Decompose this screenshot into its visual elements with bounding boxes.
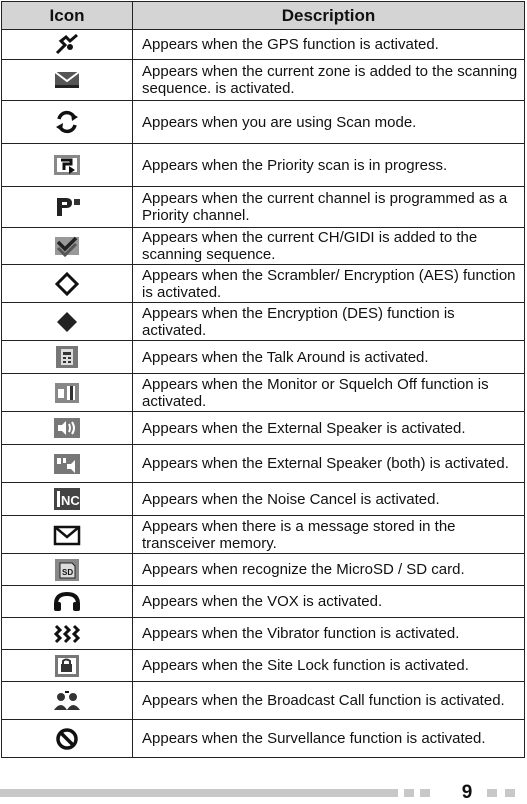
- footer-square: [404, 789, 414, 797]
- table-row: [2, 682, 525, 720]
- table-row-description: Appears when the Broadcast Call function is activated.: [133, 682, 525, 720]
- table-row: [2, 483, 525, 516]
- table-row: [2, 265, 525, 303]
- footer-square: [487, 789, 497, 797]
- icon-table: [1, 1, 525, 758]
- noise-cancel-icon: [52, 486, 82, 512]
- site-lock-icon: [52, 653, 82, 679]
- table-row: [2, 303, 525, 341]
- table-row-description: Appears when the Survellance function is activated.: [133, 720, 525, 758]
- table-row: [2, 516, 525, 554]
- table-row: [2, 374, 525, 412]
- scrambler-icon: [52, 271, 82, 297]
- table-row-description: Appears when the VOX is activated.: [133, 586, 525, 618]
- table-row-description: Appears when the Monitor or Squelch Off function is activated.: [133, 374, 525, 412]
- gps-icon: [52, 32, 82, 58]
- table-row-description: Appears when the Noise Cancel is activated.: [133, 483, 525, 516]
- table-row: [2, 445, 525, 483]
- priority-scan-icon: [52, 152, 82, 178]
- svg-text:SD: SD: [62, 567, 74, 577]
- svg-text:NC: NC: [61, 493, 80, 508]
- sd-card-icon: [52, 557, 82, 583]
- table-row: [2, 586, 525, 618]
- priority-channel-icon: [52, 194, 82, 220]
- table-row: [2, 60, 525, 101]
- table-row-description: Appears when you are using Scan mode.: [133, 101, 525, 144]
- table-header-row: [2, 2, 525, 30]
- table-row-description: Appears when recognize the MicroSD / SD card.: [133, 554, 525, 586]
- vibrator-icon: [52, 621, 82, 647]
- page-number: 9: [461, 782, 473, 803]
- footer-square: [505, 789, 515, 797]
- table-row-description: Appears when the Vibrator function is activated.: [133, 618, 525, 650]
- message-icon: [52, 522, 82, 548]
- table-row: [2, 30, 525, 60]
- encryption-des-icon: [52, 309, 82, 335]
- table-row-description: Appears when the Encryption (DES) function is activated.: [133, 303, 525, 341]
- icon-column-header: Icon: [2, 2, 133, 30]
- footer-square: [420, 789, 430, 797]
- table-row: [2, 720, 525, 758]
- broadcast-call-icon: [52, 688, 82, 714]
- table-row: [2, 144, 525, 187]
- table-row-description: Appears when the Scrambler/ Encryption (AES) function is activated.: [133, 265, 525, 303]
- table-row: [2, 101, 525, 144]
- page-footer: [0, 782, 527, 803]
- table-row: [2, 228, 525, 265]
- zone-scan-icon: [52, 67, 82, 93]
- table-row-description: Appears when the External Speaker (both) is activated.: [133, 445, 525, 483]
- scan-list-icon: [52, 233, 82, 259]
- table-row-description: Appears when the current channel is programmed as a Priority channel.: [133, 187, 525, 228]
- table-row-description: Appears when there is a message stored in the transceiver memory.: [133, 516, 525, 554]
- table-row-description: Appears when the GPS function is activated.: [133, 30, 525, 60]
- table-row: [2, 187, 525, 228]
- table-row-description: Appears when the Talk Around is activated.: [133, 341, 525, 374]
- table-row-description: Appears when the Priority scan is in progress.: [133, 144, 525, 187]
- footer-bar: [0, 789, 398, 797]
- external-speaker-icon: [52, 415, 82, 441]
- description-column-header: Description: [133, 2, 525, 30]
- vox-icon: [52, 589, 82, 615]
- table-row-description: Appears when the current CH/GIDI is added to the scanning sequence.: [133, 228, 525, 265]
- table-row-description: Appears when the External Speaker is activated.: [133, 412, 525, 445]
- table-row-description: Appears when the current zone is added to the scanning sequence. is activated.: [133, 60, 525, 101]
- table-row: [2, 618, 525, 650]
- talk-around-icon: [52, 344, 82, 370]
- table-row: [2, 554, 525, 586]
- table-row: [2, 412, 525, 445]
- monitor-icon: [52, 380, 82, 406]
- scan-mode-icon: [52, 109, 82, 135]
- table-row-description: Appears when the Site Lock function is activated.: [133, 650, 525, 682]
- table-row: [2, 341, 525, 374]
- external-speaker-both-icon: [52, 451, 82, 477]
- table-row: [2, 650, 525, 682]
- surveillance-icon: [52, 726, 82, 752]
